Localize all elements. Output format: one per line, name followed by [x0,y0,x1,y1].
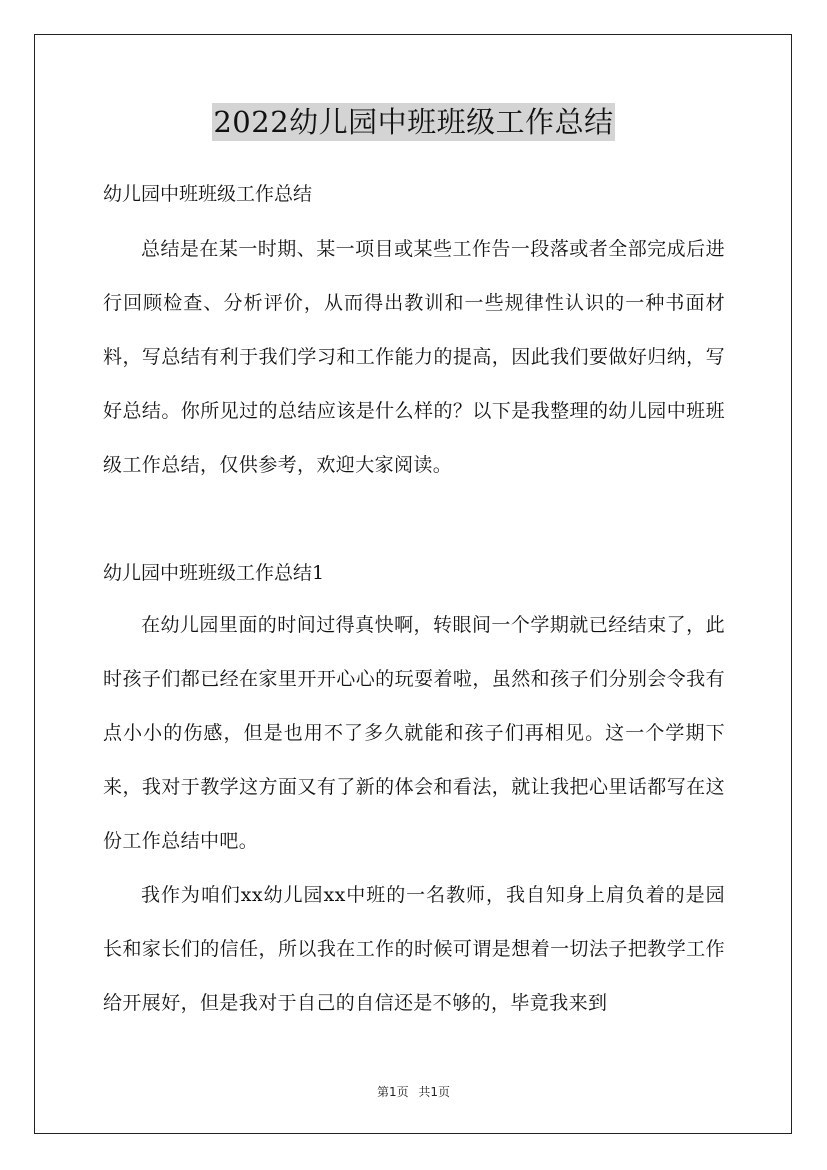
title-container [0,103,827,141]
section-1-paragraph-1: 在幼儿园里面的时间过得真快啊，转眼间一个学期就已经结束了，此时孩子们都已经在家里开开心心的玩耍着啦，虽然和孩子们分别会令我有点小小的伤感，但是也用不了多久就能和孩子们再相见。这一个学期下来，我对于教学这方面又有了新的体会和看法，就让我把心里话都写在这份工作总结中吧。 [103,614,725,852]
section-1-heading: 幼儿园中班班级工作总结1 [103,562,325,584]
page-footer [0,1083,827,1100]
page-number-current: 第1页 [376,1085,409,1099]
document-title: 2022幼儿园中班班级工作总结 [213,105,614,139]
section-1-paragraph-2: 我作为咱们xx幼儿园xx中班的一名教师，我自知身上肩负着的是园长和家长们的信任，所以我在工作的时候可谓是想着一切法子把教学工作给开展好，但是我对于自己的自信还是不够的，毕竟我来到 [103,884,725,1014]
intro-paragraph: 总结是在某一时期、某一项目或某些工作告一段落或者全部完成后进行回顾检查、分析评价，从而得出教训和一些规律性认识的一种书面材料，写总结有利于我们学习和工作能力的提高，因此我们要做好归纳，写好总结。你所见过的总结应该是什么样的？以下是我整理的幼儿园中班班级工作总结，仅供参考，欢迎大家阅读。 [103,238,725,476]
page-number-total: 共1页 [418,1085,451,1099]
document-subtitle: 幼儿园中班班级工作总结 [103,183,313,205]
